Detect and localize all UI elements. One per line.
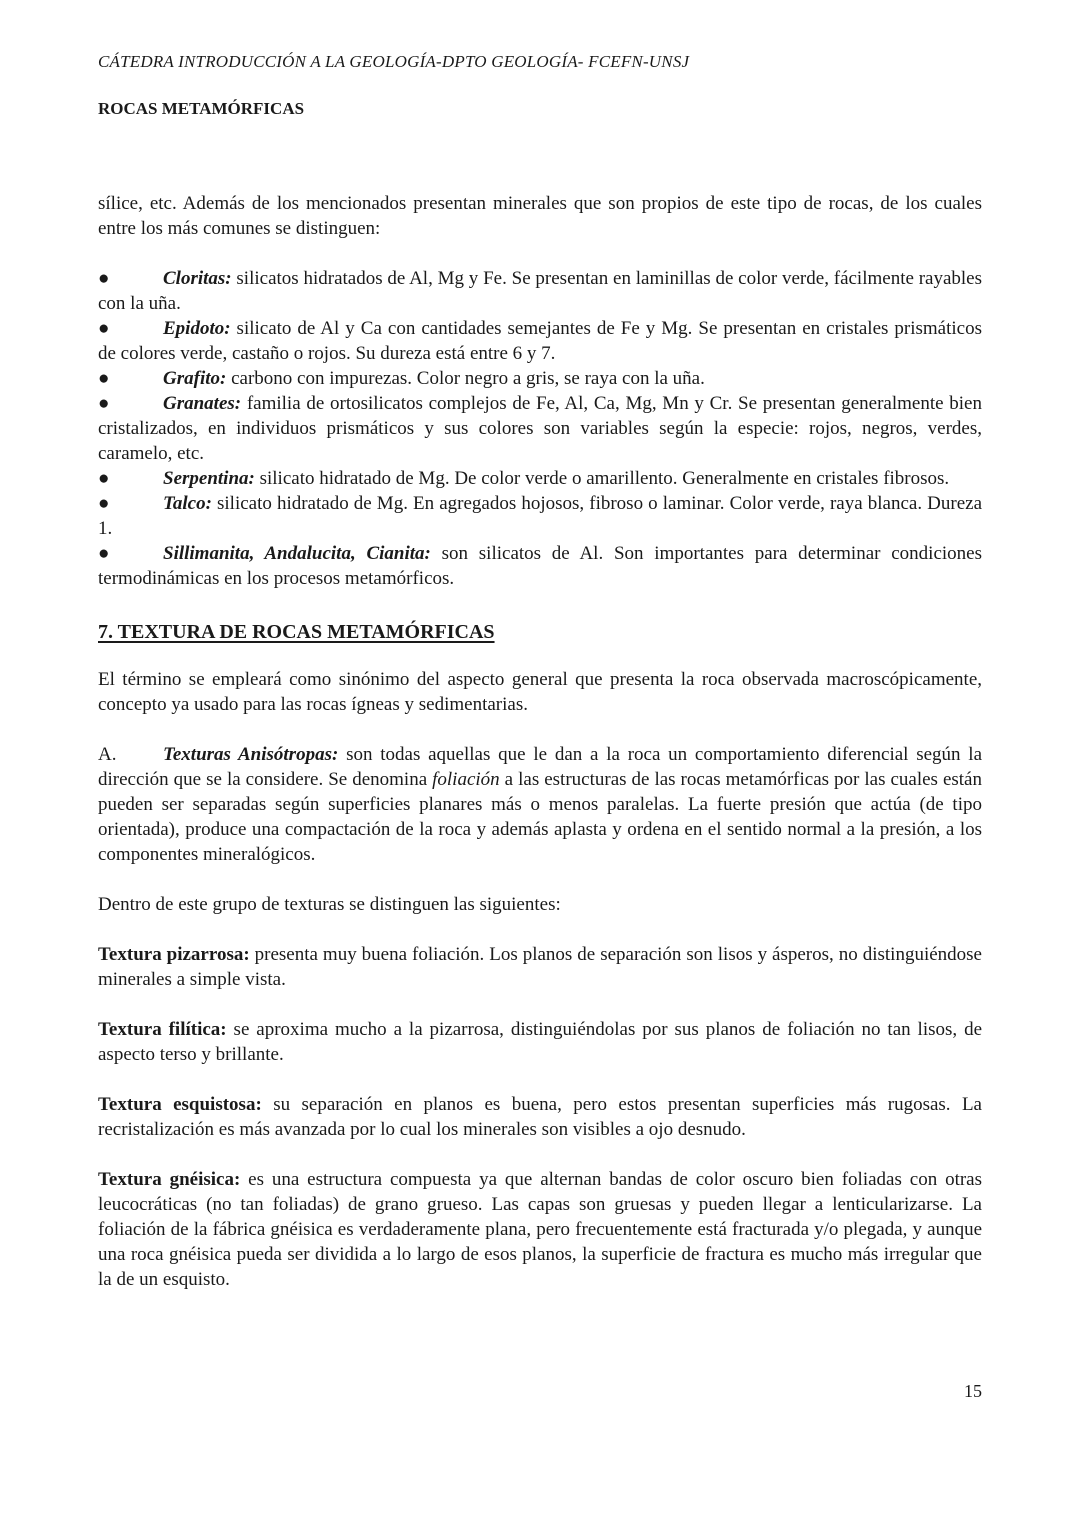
mineral-description: carbono con impurezas. Color negro a gris, se raya con la uña. xyxy=(226,368,705,389)
mineral-term: Sillimanita, Andalucita, Cianita: xyxy=(163,543,431,564)
group-intro-paragraph: Dentro de este grupo de texturas se distinguen las siguientes: xyxy=(98,894,561,915)
anisotropic-term: Texturas Anisótropas: xyxy=(163,744,339,765)
bullet-icon: ● xyxy=(98,393,110,414)
minerals-list xyxy=(98,266,982,591)
mineral-description: familia de ortosilicatos complejos de Fe, Al, Ca, Mg, Mn y Cr. Se presentan generalmente bien cristalizados, en individuos prismáticos y sus colores son variables según la especie: rojos, negros, verdes, caramelo, etc. xyxy=(98,393,982,464)
texture-term: Textura filítica: xyxy=(98,1019,227,1040)
mineral-description: silicatos hidratados de Al, Mg y Fe. Se presentan en laminillas de color verde, fácilmente rayables con la uña. xyxy=(98,268,982,314)
bullet-icon: ● xyxy=(98,468,110,489)
bullet-icon: ● xyxy=(98,543,110,564)
section-heading xyxy=(98,617,982,647)
texture-term: Textura esquistosa: xyxy=(98,1094,262,1115)
list-item xyxy=(98,266,982,316)
bullet-icon: ● xyxy=(98,368,110,389)
mineral-term: Talco: xyxy=(163,493,212,514)
running-header-topic: ROCAS METAMÓRFICAS xyxy=(98,99,305,118)
texture-paragraph xyxy=(98,1017,982,1067)
mineral-description: son silicatos de Al. Son importantes para determinar condiciones termodinámicas en los procesos metamórficos. xyxy=(98,543,982,589)
intro-paragraph: sílice, etc. Además de los mencionados presentan minerales que son propios de este tipo de rocas, de los cuales entre los más comunes se distinguen: xyxy=(98,193,982,239)
texture-description: se aproxima mucho a la pizarrosa, distinguiéndolas por sus planos de foliación no tan lisos, de aspecto terso y brillante. xyxy=(98,1019,982,1065)
mineral-term: Serpentina: xyxy=(163,468,255,489)
list-item xyxy=(98,366,982,391)
page-number: 15 xyxy=(964,1381,982,1401)
list-item xyxy=(98,541,982,591)
section-title: 7. TEXTURA DE ROCAS METAMÓRFICAS xyxy=(98,621,495,643)
texture-description: presenta muy buena foliación. Los planos de separación son lisos y ásperos, no distinguiéndose minerales a simple vista. xyxy=(98,944,982,990)
mineral-description: silicato hidratado de Mg. De color verde o amarillento. Generalmente en cristales fibrosos. xyxy=(254,468,950,489)
texture-paragraph xyxy=(98,1092,982,1142)
foliacion-term: foliación xyxy=(432,769,500,790)
list-item xyxy=(98,391,982,466)
list-item xyxy=(98,466,982,491)
mineral-description: silicato hidratado de Mg. En agregados hojosos, fibroso o laminar. Color verde, raya blanca. Dureza 1. xyxy=(98,493,982,539)
mineral-term: Epidoto: xyxy=(163,318,231,339)
bullet-icon: ● xyxy=(98,268,110,289)
texture-description: es una estructura compuesta ya que alternan bandas de color oscuro bien foliadas con otras leucocráticas (no tan foliadas) de grano grueso. Las capas son gruesas y pueden llegar a lenticularizarse. La foliación de la fábrica gnéisica es verdaderamente plana, pero frecuentemente está fracturada y/o plegada, y aunque una roca gnéisica pueda ser dividida a lo largo de esos planos, la superficie de fractura es mucho más irregular que la de un esquisto. xyxy=(98,1169,982,1290)
texture-paragraph xyxy=(98,1167,982,1292)
mineral-term: Granates: xyxy=(163,393,242,414)
list-item xyxy=(98,491,982,541)
list-item xyxy=(98,316,982,366)
running-header-department: CÁTEDRA INTRODUCCIÓN A LA GEOLOGÍA-DPTO GEOLOGÍA- FCEFN-UNSJ xyxy=(98,52,690,71)
texture-paragraph xyxy=(98,942,982,992)
section-intro-paragraph: El término se empleará como sinónimo del aspecto general que presenta la roca observada macroscópicamente, concepto ya usado para las rocas ígneas y sedimentarias. xyxy=(98,669,982,715)
bullet-icon: ● xyxy=(98,318,110,339)
texture-term: Textura pizarrosa: xyxy=(98,944,250,965)
list-letter: A. xyxy=(98,744,117,765)
anisotropic-text-2: a las estructuras de las rocas metamórficas por las cuales están pueden ser separadas según superficies planares más o menos paralelas. La fuerte presión que actúa (de tipo orientada), produce una compactación de la roca y además aplasta y ordena en el sentido normal a la presión, a los componentes mineralógicos. xyxy=(98,769,982,865)
mineral-description: silicato de Al y Ca con cantidades semejantes de Fe y Mg. Se presentan en cristales prismáticos de colores verde, castaño o rojos. Su dureza está entre 6 y 7. xyxy=(98,318,982,364)
texture-description: su separación en planos es buena, pero estos presentan superficies más rugosas. La recristalización es más avanzada por lo cual los minerales son visibles a ojo desnudo. xyxy=(98,1094,982,1140)
anisotropic-textures-paragraph xyxy=(98,742,982,867)
texture-term: Textura gnéisica: xyxy=(98,1169,241,1190)
mineral-term: Cloritas: xyxy=(163,268,232,289)
bullet-icon: ● xyxy=(98,493,110,514)
mineral-term: Grafito: xyxy=(163,368,227,389)
anisotropic-text-1: son todas aquellas que le dan a la roca un comportamiento diferencial según la dirección que se la considere. Se denomina xyxy=(98,744,983,790)
document-body xyxy=(98,191,982,1292)
